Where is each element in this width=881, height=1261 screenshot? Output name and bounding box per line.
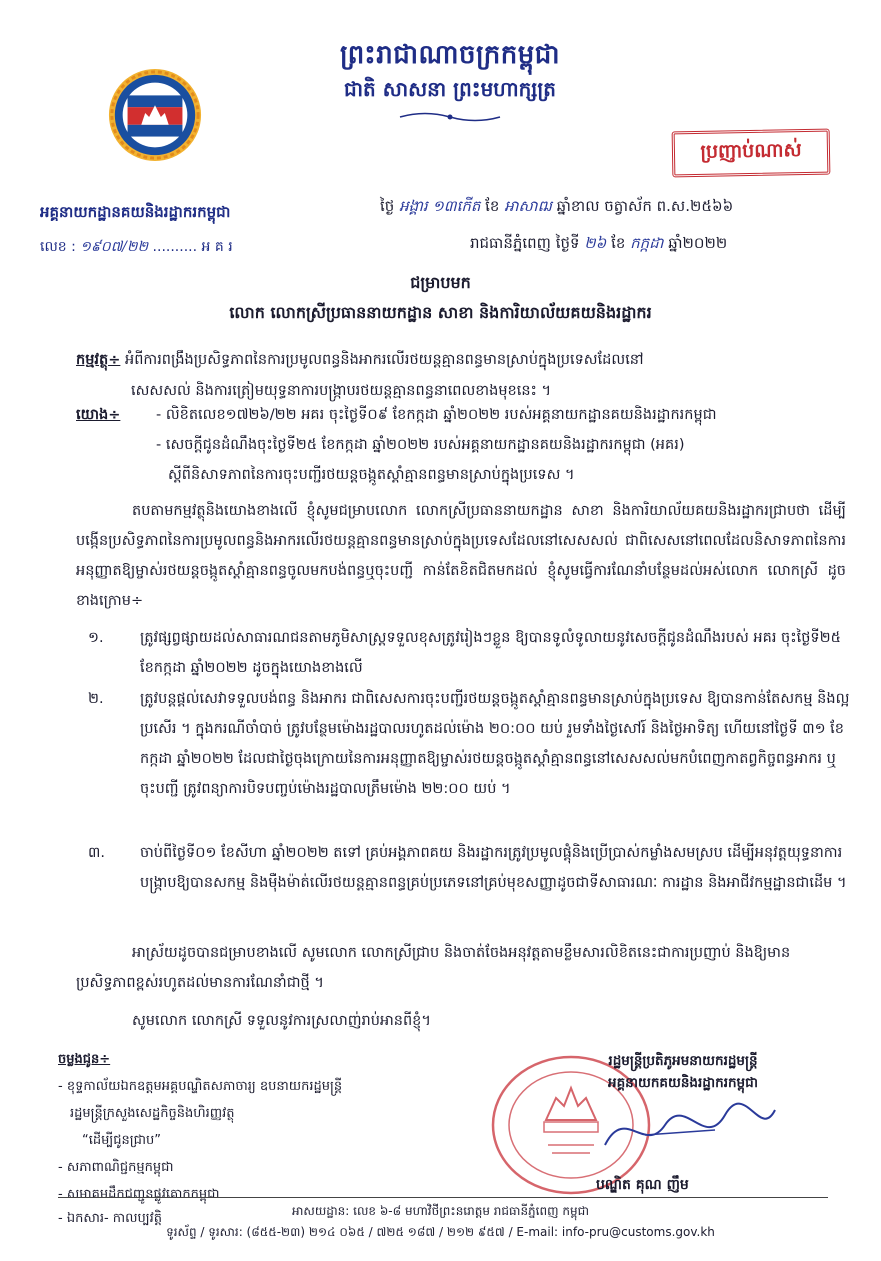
instruction-item — [88, 623, 850, 683]
solar-year: ឆ្នាំ២០២២ — [668, 234, 728, 252]
item-text: ត្រូវបន្តផ្តល់សេវាទទួលបង់ពន្ធ និងអាករ ជាពិសេសការចុះបញ្ជីរថយន្តចង្កូតស្តាំគ្មានពន្ធមានស្រាប់ក្នុងប្រទេស ឱ្យបានកាន់តែសកម្ម និងល្អប្រសើរ ។ ក្នុងករណីចាំបាច់ ត្រូវបន្ថែមម៉ោងរដ្ឋបាលរហូតដល់ម៉ោង ២០:០០ យប់ រួមទាំងថ្ងៃសៅរ៍ និងថ្ងៃអាទិត្យ ហើយនៅថ្ងៃទី ៣១ ខែកក្កដា ឆ្នាំ២០២២ ដែលជាថ្ងៃចុងក្រោយនៃការអនុញ្ញាតឱ្យម្ចាស់រថយន្តចង្កូតស្តាំគ្មានពន្ធនៅសេសសល់មកបំពេញកាតព្វកិច្ចពន្ធអាករ ឬចុះបញ្ជី ត្រូវពន្យាការបិទបញ្ចប់ម៉ោងរដ្ឋបាលត្រឹមម៉ោង ២២:០០ យប់ ។ — [140, 691, 850, 797]
signer-title-line1: រដ្ឋមន្រ្តីប្រតិភូអមនាយករដ្ឋមន្រ្តី — [608, 1053, 758, 1069]
regards-line: សូមលោក លោកស្រី ទទួលនូវការស្រលាញ់រាប់អានពីខ្ញុំ។ — [132, 1013, 431, 1029]
recipient-item: - ខុទ្ទកាល័យឯកឧត្តមអគ្គបណ្ឌិតសភាចារ្យ ឧបនាយករដ្ឋមន្រ្តី — [58, 1079, 343, 1094]
kingdom-title: ព្រះរាជាណាចក្រកម្ពុជា — [340, 40, 560, 70]
recipient-item: - ឯកសារ- កាលប្បវត្តិ — [58, 1211, 163, 1226]
recipients-heading: ចម្លងជូន÷ — [58, 1052, 111, 1067]
reference-item: ស្តីពីនិសាទភាពនៃការចុះបញ្ជីរថយន្តចង្កូតស្តាំគ្មានពន្ធមានស្រាប់ក្នុងប្រទេស ។ — [168, 467, 575, 483]
body-intro: តបតាមកម្មវត្ថុនិងយោងខាងលើ ខ្ញុំសូមជម្រាបលោក លោកស្រីប្រធាននាយកដ្ឋាន សាខា និងការិយាល័យគយនិងរដ្ឋាករជ្រាបថា ដើម្បីបង្កើនប្រសិទ្ធភាពនៃការប្រមូលពន្ធនិងអាករលើរថយន្តគ្មានពន្ធមានស្រាប់ក្នុងប្រទេសដែលនៅសេសសល់ ជាពិសេសនៅពេលដែលនិសាទភាពនៃការអនុញ្ញាតឱ្យម្ចាស់រថយន្តចង្កូតស្តាំគ្មានពន្ធចូលមកបង់ពន្ធឬចុះបញ្ជី កាន់តែខិតជិតមកដល់ ខ្ញុំសូមធ្វើការណែនាំបន្ថែមដល់អស់លោក លោកស្រី ដូចខាងក្រោម÷ — [76, 503, 846, 609]
item-text: ត្រូវផ្សព្វផ្សាយដល់សាធារណជនតាមភូមិសាស្រ្តទទួលខុសត្រូវរៀងៗខ្លួន ឱ្យបានទូលំទូលាយនូវសេចក្តីជូនដំណឹងរបស់ អគរ ចុះថ្ងៃទី២៥ ខែកក្កដា ឆ្នាំ២០២២ ដូចក្នុងយោងខាងលើ — [140, 630, 841, 676]
item-number: ១. — [88, 630, 104, 646]
solar-month: កក្កដា — [630, 234, 664, 252]
salutation-title: ជម្រាបមក — [410, 273, 471, 292]
item-number: ២. — [88, 691, 104, 707]
conclusion-paragraph: អាស្រ័យដូចបានជម្រាបខាងលើ សូមលោក លោកស្រីជ្រាប និងចាត់ចែងអនុវត្តតាមខ្លឹមសារលិខិតនេះជាការប្រញាប់ និងឱ្យមានប្រសិទ្ធភាពខ្ពស់រហូតដល់មានការណែនាំជាថ្មី ។ — [76, 945, 791, 991]
signer-title-line2: អគ្គនាយកគយនិងរដ្ឋាករកម្ពុជា — [608, 1075, 758, 1091]
urgent-stamp: ប្រញាប់ណាស់ — [672, 129, 831, 178]
addressee-line: លោក លោកស្រីប្រធាននាយកដ្ឋាន សាខា និងការិយាល័យគយនិងរដ្ឋាករ — [229, 303, 652, 322]
instruction-item — [88, 838, 850, 898]
subject-label: កម្មវត្ថុ÷ — [76, 352, 121, 368]
copy-recipients — [58, 1046, 458, 1208]
reference-item: - លិខិតលេខ១៧២៦/២២ អគរ ចុះថ្ងៃទី០៩ ខែកក្កដា ឆ្នាំ២០២២ របស់អគ្គនាយកដ្ឋានគយនិងរដ្ឋាករកម្ពុជា — [156, 407, 717, 423]
solar-date: រាជធានីភ្នំពេញ ថ្ងៃទី ២៦ ខែ កក្កដា ឆ្នាំ២០២២ — [470, 234, 728, 252]
references-label: យោង÷ — [76, 407, 121, 423]
ornament-divider — [390, 108, 510, 126]
subject-text-1: អំពីការពង្រឹងប្រសិទ្ធភាពនៃការប្រមូលពន្ធនិងអាករលើរថយន្តគ្មានពន្ធមានស្រាប់ក្នុងប្រទេសដែលនៅ — [124, 352, 644, 368]
lunar-day: អង្គារ ១៣កើត — [399, 197, 481, 215]
instruction-item — [88, 684, 850, 804]
subject-text-2: សេសសល់ និងការត្រៀមយុទ្ធនាការបង្ក្រាបរថយន្តគ្មានពន្ធនាពេលខាងមុខនេះ ។ — [131, 383, 552, 399]
footer-contact: ទូរស័ព្ទ / ទូរសារ: (៨៥៥-២៣) ២១៤ ០៦៥ / ៧២៥ ១៨៧ / ២១២ ៩៥៧ / E-mail: info-pru@customs.gov.kh — [166, 1225, 715, 1239]
recipient-item: “ដើម្បីជូនជ្រាប” — [82, 1133, 161, 1148]
subject-line — [76, 345, 846, 375]
footer-divider — [58, 1197, 828, 1198]
reference-item: - សេចក្តីជូនដំណឹងចុះថ្ងៃទី២៥ ខែកក្កដា ឆ្នាំ២០២២ របស់អគ្គនាយកដ្ឋានគយនិងរដ្ឋាករកម្ពុជា (អគរ) — [156, 437, 685, 453]
reference-value: ១៩០៧/២២ — [80, 239, 149, 255]
national-motto: ជាតិ សាសនា ព្រះមហាក្សត្រ — [344, 77, 556, 101]
handwritten-signature — [585, 1095, 785, 1165]
item-text: ចាប់ពីថ្ងៃទី០១ ខែសីហា ឆ្នាំ២០២២ តទៅ គ្រប់អង្គភាពគយ និងរដ្ឋាករត្រូវប្រមូលផ្តុំនិងប្រើប្រាស់កម្លាំងសមស្រប ដើម្បីអនុវត្តយុទ្ធនាការបង្ក្រាបឱ្យបានសកម្ម និងម៉ឺងម៉ាត់លើរថយន្តគ្មានពន្ធគ្រប់ប្រភេទនៅគ្រប់មុខសញ្ញាដូចជាទីសាធារណៈ ការដ្ឋាន និងអាជីវកម្មដ្ឋានជាដើម ។ — [140, 845, 847, 891]
reference-suffix: អ គ រ — [201, 239, 233, 255]
solar-day: ២៦ — [584, 234, 607, 252]
reference-prefix: លេខ : — [40, 239, 76, 255]
references-block — [76, 400, 856, 490]
signer-name: បណ្ឌិត គុណ ញឹម — [596, 1177, 689, 1193]
recipient-item: - សមាគមដឹកជញ្ជូនផ្លូវគោកកម្ពុជា — [58, 1187, 220, 1202]
recipient-item: រដ្ឋមន្រ្តីក្រសួងសេដ្ឋកិច្ចនិងហិរញ្ញវត្ថុ — [70, 1106, 235, 1121]
recipient-item: - សភាពាណិជ្ជកម្មកម្ពុជា — [58, 1160, 174, 1175]
reference-number: លេខ : ១៩០៧/២២ .......... អ គ រ — [40, 239, 233, 255]
signer-title — [548, 1050, 818, 1094]
issuing-department: អគ្គនាយកដ្ឋានគយនិងរដ្ឋាករកម្ពុជា — [40, 203, 231, 221]
item-number: ៣. — [88, 845, 105, 861]
lunar-year: ឆ្នាំខាល ចត្វាស័ក ព.ស.២៥៦៦ — [556, 197, 734, 215]
lunar-date: ថ្ងៃ អង្គារ ១៣កើត ខែ អាសាឍ ឆ្នាំខាល ចត្វាស័ក ព.ស.២៥៦៦ — [380, 197, 734, 215]
lunar-month: អាសាឍ — [504, 197, 552, 215]
footer-address: អាសយដ្ឋាន: លេខ ៦-៨ មហាវិថីព្រះនរោត្តម រាជធានីភ្នំពេញ កម្ពុជា — [291, 1204, 590, 1218]
customs-emblem-logo — [106, 66, 204, 164]
